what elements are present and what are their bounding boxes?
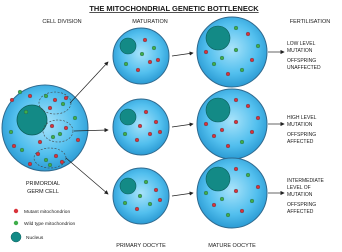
arrow-to-oocyte-3 — [66, 158, 108, 194]
mutant-mitochondrion — [28, 162, 32, 166]
mutant-mitochondrion — [158, 198, 162, 202]
diagram-title: THE MITOCHONDRIAL GENETIC BOTTLENECK — [89, 4, 259, 13]
wildtype-mitochondrion — [44, 158, 48, 162]
mature-oocyte-1 — [197, 17, 267, 87]
arrow-to-oocyte-1 — [70, 62, 108, 103]
primordial-label-line2: GERM CELL — [27, 189, 59, 195]
wildtype-mitochondrion — [58, 132, 62, 136]
wildtype-mitochondrion — [226, 213, 230, 217]
header-fertilisation: FERTILISATION — [289, 19, 331, 25]
oocyte-2-nucleus — [120, 109, 136, 125]
mutant-mitochondrion — [212, 203, 216, 207]
wildtype-mitochondrion — [148, 202, 152, 206]
outcome-1 — [287, 41, 321, 71]
wildtype-mitochondrion — [18, 90, 22, 94]
mature-oocyte-3 — [197, 158, 267, 228]
mutant-mitochondrion — [48, 106, 52, 110]
mutant-mitochondrion — [38, 140, 42, 144]
mutant-mitochondrion — [76, 138, 80, 142]
mutant-mitochondrion — [256, 116, 260, 120]
oocyte-3-nucleus — [120, 178, 136, 194]
mutant-mitochondrion — [50, 124, 54, 128]
wildtype-mitochondrion — [48, 163, 52, 167]
mutant-mitochondrion — [53, 98, 57, 102]
mutant-mitochondrion — [204, 122, 208, 126]
wildtype-mitochondrion — [73, 116, 77, 120]
wildtype-mitochondrion — [212, 62, 216, 66]
mutant-mitochondrion — [212, 134, 216, 138]
mutant-mitochondrion — [143, 38, 147, 42]
primary-oocyte-2 — [113, 99, 169, 155]
wildtype-mitochondrion — [234, 26, 238, 30]
primordial-nucleus — [17, 105, 47, 135]
mutant-mitochondrion — [250, 58, 254, 62]
wildtype-mitochondrion — [123, 201, 127, 205]
mutant-mitochondrion — [204, 50, 208, 54]
primary-oocyte-1 — [113, 28, 169, 84]
mature-3-nucleus — [206, 167, 230, 191]
outcome-3-line1: INTERMEDIATE — [287, 178, 324, 184]
label-primary-oocyte: PRIMARY OOCYTE — [116, 243, 166, 249]
outcome-1-line2: MUTATION — [287, 48, 313, 54]
wildtype-mitochondrion — [246, 173, 250, 177]
wildtype-mitochondrion — [220, 197, 224, 201]
legend-wildtype-swatch — [14, 221, 18, 225]
wildtype-mitochondrion — [234, 48, 238, 52]
outcome-2-line3: OFFSPRING — [287, 132, 317, 138]
wildtype-mitochondrion — [256, 44, 260, 48]
outcome-2-line2: MUTATION — [287, 122, 313, 128]
mutant-mitochondrion — [154, 120, 158, 124]
mutant-mitochondrion — [12, 144, 16, 148]
mutant-mitochondrion — [158, 130, 162, 134]
mutant-mitochondrion — [156, 58, 160, 62]
outcome-2 — [287, 115, 317, 145]
label-mature-oocyte: MATURE OOCYTE — [208, 243, 256, 249]
outcome-3 — [287, 178, 325, 215]
mutant-mitochondrion — [256, 185, 260, 189]
mutant-mitochondrion — [148, 132, 152, 136]
mutant-mitochondrion — [234, 167, 238, 171]
mutant-mitochondrion — [136, 68, 140, 72]
mutant-mitochondrion — [28, 94, 32, 98]
outcome-2-line4: AFFECTED — [287, 139, 314, 145]
mature-oocyte-2 — [197, 89, 267, 159]
mutant-mitochondrion — [250, 130, 254, 134]
fertilisation-arrows — [268, 52, 284, 193]
outcome-2-line1: HIGH LEVEL — [287, 115, 317, 121]
wildtype-mitochondrion — [44, 94, 48, 98]
mature-2-nucleus — [206, 98, 230, 122]
mutant-mitochondrion — [234, 98, 238, 102]
wildtype-mitochondrion — [51, 135, 55, 139]
oocyte-1-nucleus — [120, 38, 136, 54]
mutant-mitochondrion — [234, 189, 238, 193]
mutant-mitochondrion — [154, 188, 158, 192]
legend — [11, 209, 76, 242]
legend-nucleus-swatch — [11, 232, 21, 242]
mutant-mitochondrion — [148, 60, 152, 64]
wildtype-mitochondrion — [144, 180, 148, 184]
wildtype-mitochondrion — [204, 191, 208, 195]
header-maturation: MATURATION — [132, 19, 168, 25]
mutant-mitochondrion — [226, 144, 230, 148]
mutant-mitochondrion — [144, 110, 148, 114]
wildtype-mitochondrion — [140, 52, 144, 56]
mutant-mitochondrion — [54, 154, 58, 158]
wildtype-mitochondrion — [9, 130, 13, 134]
mutant-mitochondrion — [135, 138, 139, 142]
outcome-1-line4: UNAFFECTED — [287, 65, 321, 71]
legend-wildtype-label: Wild type mitochondrion — [24, 222, 76, 227]
wildtype-mitochondrion — [124, 62, 128, 66]
maturation-arrows — [172, 53, 193, 196]
wildtype-mitochondrion — [123, 132, 127, 136]
mutant-mitochondrion — [36, 152, 40, 156]
mutant-mitochondrion — [60, 160, 64, 164]
outcome-1-line3: OFFSPRING — [287, 58, 317, 64]
wildtype-mitochondrion — [152, 46, 156, 50]
wildtype-mitochondrion — [240, 140, 244, 144]
wildtype-mitochondrion — [250, 199, 254, 203]
outcome-3-line4: OFFSPRING — [287, 202, 317, 208]
outcome-3-line5: AFFECTED — [287, 209, 314, 215]
legend-mutant-label: Mutant mitochondrion — [24, 210, 71, 215]
mutant-mitochondrion — [246, 104, 250, 108]
wildtype-mitochondrion — [20, 148, 24, 152]
wildtype-mitochondrion — [240, 68, 244, 72]
mutant-mitochondrion — [138, 124, 142, 128]
mutant-mitochondrion — [226, 72, 230, 76]
mutant-mitochondrion — [234, 120, 238, 124]
outcome-3-line3: MUTATION — [287, 192, 313, 198]
mutant-mitochondrion — [64, 96, 68, 100]
wildtype-mitochondrion — [138, 194, 142, 198]
mutant-mitochondrion — [246, 32, 250, 36]
mature-1-nucleus — [206, 26, 230, 50]
header-cell-division: CELL DIVISION — [42, 19, 82, 25]
outcome-3-line2: LEVEL OF — [287, 185, 311, 191]
mutant-mitochondrion — [135, 207, 139, 211]
wildtype-mitochondrion — [61, 102, 65, 106]
mutant-mitochondrion — [10, 98, 14, 102]
mutant-mitochondrion — [64, 126, 68, 130]
wildtype-mitochondrion — [220, 56, 224, 60]
primordial-label-line1: PRIMORDIAL — [25, 181, 61, 187]
wildtype-mitochondrion — [24, 110, 28, 114]
legend-nucleus-label: Nucleus — [26, 236, 44, 241]
mutant-mitochondrion — [240, 209, 244, 213]
outcome-1-line1: LOW LEVEL — [287, 41, 316, 47]
mutant-mitochondrion — [220, 128, 224, 132]
legend-mutant-swatch — [14, 209, 18, 213]
primary-oocyte-3 — [113, 168, 169, 224]
